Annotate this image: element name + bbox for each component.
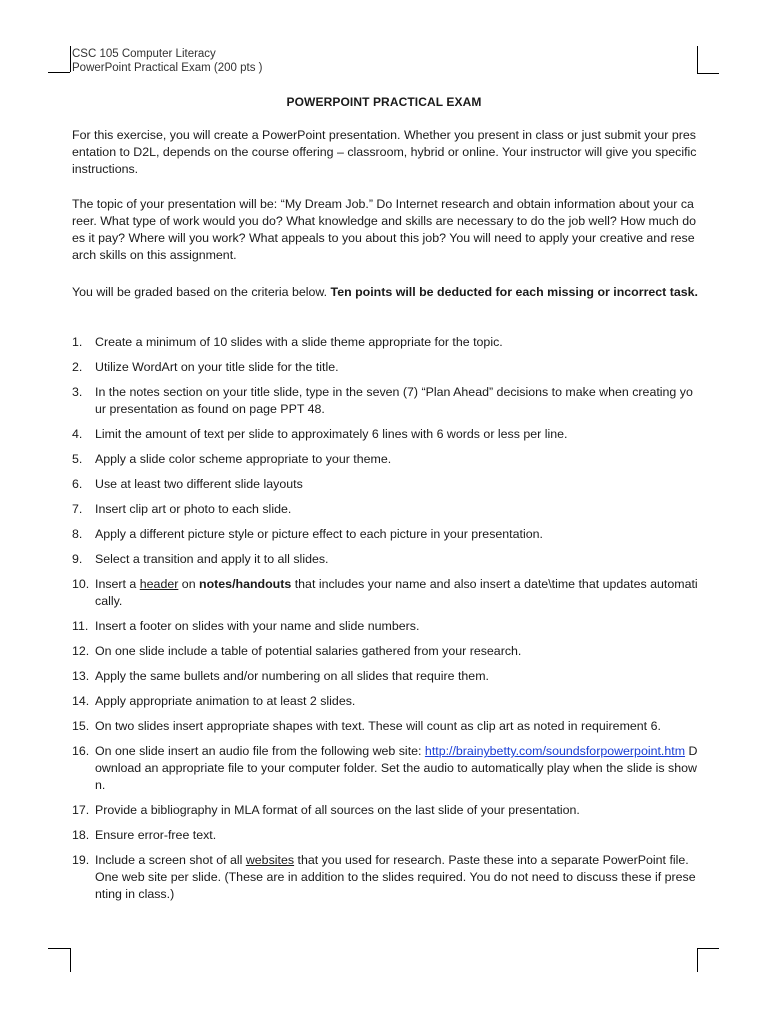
requirement-text: On two slides insert appropriate shapes with text. These will count as clip art as noted in requirement 6. [95,719,661,733]
grading-lead: You will be graded based on the criteria below. [72,285,331,299]
requirements-list [72,334,698,911]
requirement-text: Ensure error-free text. [95,828,217,842]
requirement-number: 15. [72,719,90,733]
requirement-text: On one slide include a table of potential salaries gathered from your research. [95,644,522,658]
requirement-number: 7. [72,502,83,516]
grading-paragraph [72,284,698,301]
crop-mark-bottom-left [48,948,70,949]
requirement-item [72,426,698,443]
requirement-text: Limit the amount of text per slide to approximately 6 lines with 6 words or less per line. [95,427,568,441]
underlined-term: websites [245,853,295,867]
requirement-number: 19. [72,853,90,867]
bold-term: notes/handouts [199,577,292,591]
requirement-item [72,643,698,660]
document-title: POWERPOINT PRACTICAL EXAM [286,95,482,109]
requirement-item [72,802,698,819]
requirement-item [72,501,698,518]
crop-mark-top-right [697,46,698,73]
requirement-text: Utilize WordArt on your title slide for the title. [95,360,339,374]
requirement-text: that you used for research. Paste these into a separate PowerPoint file. One web site per slide. (These are in addition to the slides required. You do not need to discuss these if presenting in class.) [95,853,696,901]
requirement-item [72,718,698,735]
requirement-text: on [178,577,200,591]
requirement-number: 14. [72,694,90,708]
requirement-number: 13. [72,669,90,683]
requirement-item [72,359,698,376]
requirement-number: 5. [72,452,83,466]
grading-deduction: Ten points will be deducted for each missing or incorrect task. [330,285,698,299]
crop-mark-top-left [70,46,71,72]
requirement-item [72,384,698,418]
requirement-text: Insert a [95,577,140,591]
requirement-number: 4. [72,427,83,441]
requirement-text: Use at least two different slide layouts [95,477,303,491]
requirement-number: 2. [72,360,83,374]
crop-mark-bottom-left [70,948,71,972]
requirement-number: 8. [72,527,83,541]
requirement-text: Create a minimum of 10 slides with a slide theme appropriate for the topic. [95,335,503,349]
requirement-text: Apply a different picture style or picture effect to each picture in your presentation. [95,527,543,541]
requirement-item [72,668,698,685]
requirement-item [72,476,698,493]
requirement-text: Insert a footer on slides with your name and slide numbers. [95,619,420,633]
requirement-item [72,618,698,635]
requirement-item [72,852,698,903]
requirement-number: 12. [72,644,90,658]
topic-paragraph: The topic of your presentation will be: “My Dream Job.” Do Internet research and obtain information about your career. What type of work would you do? What knowledge and skills are necessary to do the job well? How much does it pay? Where will you work? What appeals to you about this job? You will need to apply your creative and research skills on this assignment. [72,197,696,262]
crop-mark-top-left [48,72,70,73]
page-header [72,47,262,75]
requirement-text: Apply appropriate animation to at least 2 slides. [95,694,356,708]
underlined-term: header [139,577,179,591]
requirement-number: 11. [72,619,89,633]
intro-paragraph: For this exercise, you will create a PowerPoint presentation. Whether you present in class or just submit your presentation to D2L, depends on the course offering – classroom, hybrid or online. Your instructor will give you specific instructions. [72,128,697,176]
requirement-text: Insert clip art or photo to each slide. [95,502,292,516]
requirement-number: 1. [72,335,83,349]
requirement-number: 18. [72,828,90,842]
requirement-text: Select a transition and apply it to all slides. [95,552,329,566]
requirement-item [72,576,698,610]
crop-mark-bottom-right [697,948,698,972]
requirement-item [72,743,698,794]
requirement-number: 16. [72,744,90,758]
requirement-text: Include a screen shot of all [95,853,246,867]
requirement-item [72,827,698,844]
requirement-number: 17. [72,803,90,817]
requirement-item [72,526,698,543]
requirement-item [72,551,698,568]
requirement-item [72,334,698,351]
crop-mark-bottom-right [697,948,719,949]
sounds-link[interactable]: http://brainybetty.com/soundsforpowerpoint.htm [424,744,686,758]
exam-name: PowerPoint Practical Exam (200 pts ) [72,62,263,74]
requirement-number: 10. [72,577,90,591]
requirement-text: On one slide insert an audio file from the following web site: [95,744,425,758]
requirement-text: Apply a slide color scheme appropriate to your theme. [95,452,392,466]
crop-mark-top-right [697,73,719,74]
requirement-text: Apply the same bullets and/or numbering on all slides that require them. [95,669,489,683]
requirement-number: 6. [72,477,83,491]
requirement-text: that includes your name and also insert a date\time that updates automatically. [95,577,698,608]
requirement-text: Provide a bibliography in MLA format of all sources on the last slide of your presentation. [95,803,580,817]
course-name: CSC 105 Computer Literacy [72,48,216,60]
requirement-item [72,451,698,468]
requirement-item [72,693,698,710]
requirement-text: In the notes section on your title slide, type in the seven (7) “Plan Ahead” decisions to make when creating your presentation as found on page PPT 48. [95,385,693,416]
requirement-text: Download an appropriate file to your computer folder. Set the audio to automatically play when the slide is shown. [95,744,698,792]
requirement-number: 3. [72,385,83,399]
requirement-number: 9. [72,552,83,566]
